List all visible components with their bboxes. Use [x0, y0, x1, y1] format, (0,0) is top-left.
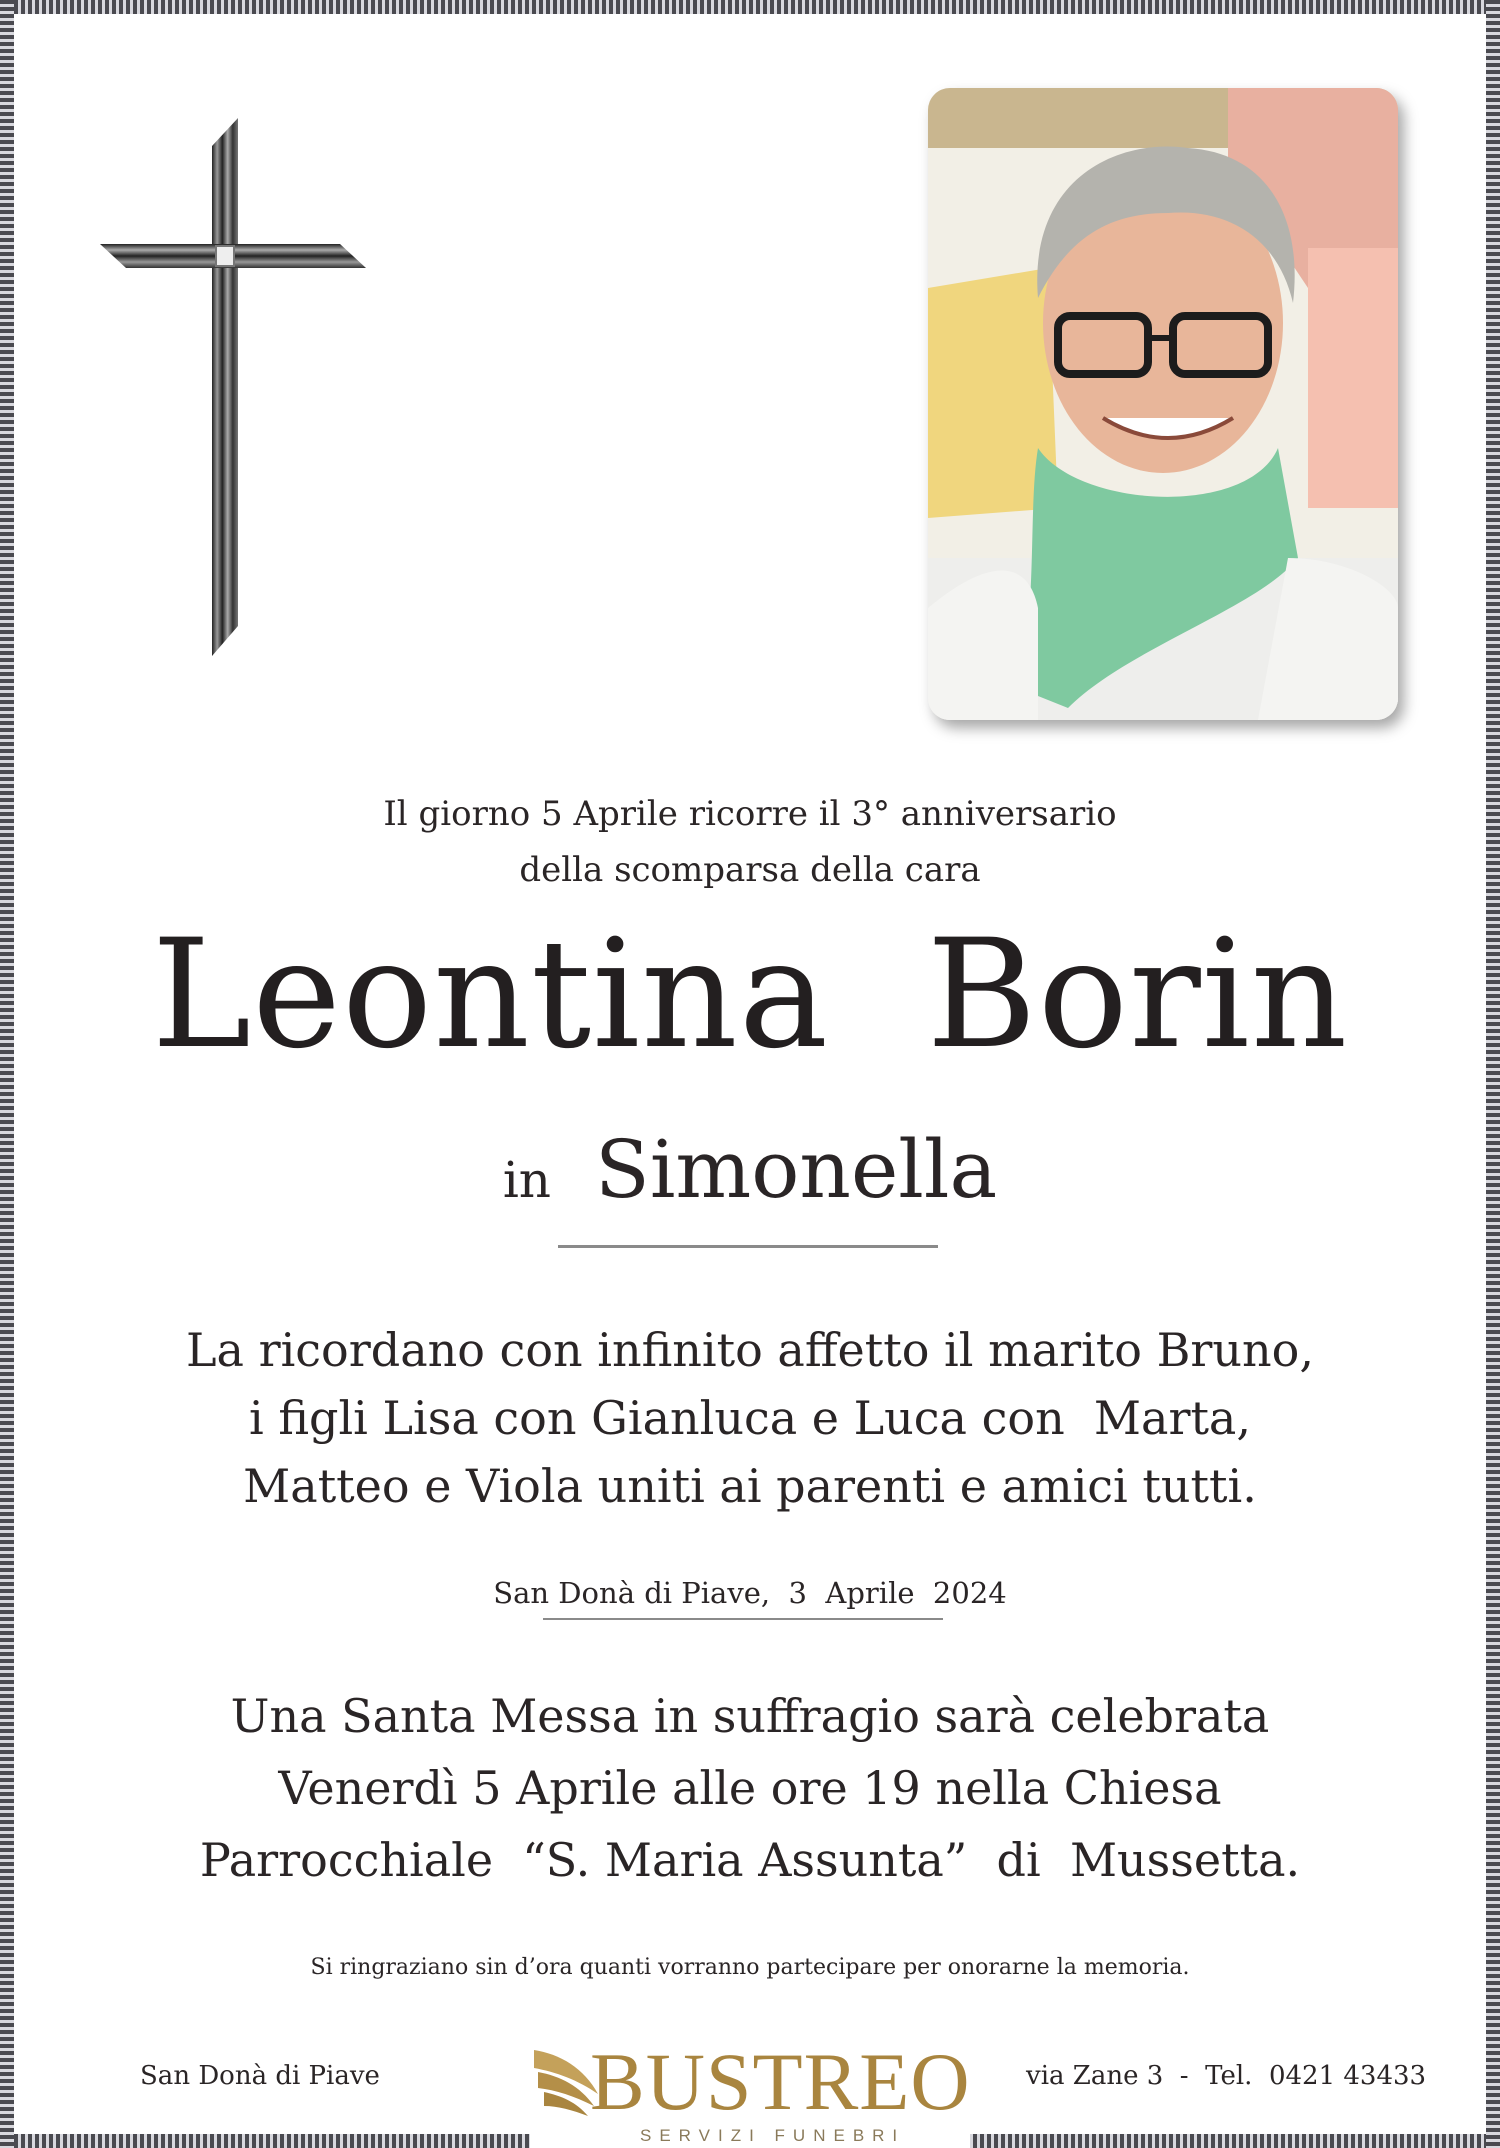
memory-line-2: i figli Lisa con Gianluca e Luca con Marta,	[249, 1391, 1251, 1445]
portrait-photo	[928, 88, 1398, 720]
married-surname: Simonella	[595, 1123, 998, 1216]
married-prefix: in	[502, 1151, 552, 1209]
married-name-line	[0, 1120, 1500, 1230]
mass-line-3: Parrocchiale “S. Maria Assunta” di Mussetta.	[199, 1833, 1301, 1887]
intro-line-2: della scomparsa della cara	[519, 850, 981, 890]
place-date: San Donà di Piave, 3 Aprile 2024	[493, 1576, 1007, 1610]
border-top	[0, 0, 1500, 14]
cross-icon	[100, 118, 370, 658]
divider-rule	[558, 1245, 938, 1248]
memory-line-1: La ricordano con infinito affetto il marito Bruno,	[186, 1323, 1314, 1377]
footer-contact: via Zane 3 - Tel. 0421 43433	[1026, 2061, 1427, 2091]
mass-line-1: Una Santa Messa in suffragio sarà celebrata	[230, 1689, 1270, 1743]
footer-city: San Donà di Piave	[140, 2061, 380, 2091]
mass-line-2: Venerdì 5 Aprile alle ore 19 nella Chiesa	[278, 1761, 1222, 1815]
brand-logo	[530, 2030, 970, 2148]
brand-subtitle: SERVIZI FUNEBRI	[640, 2126, 906, 2145]
intro-line-1: Il giorno 5 Aprile ricorre il 3° anniversario	[383, 794, 1117, 834]
thanks-line: Si ringraziano sin d’ora quanti vorranno partecipare per onorarne la memoria.	[310, 1955, 1190, 1980]
brand-name: BUSTREO	[590, 2036, 971, 2127]
deceased-name: Leontina Borin	[151, 908, 1349, 1082]
date-underline	[543, 1618, 943, 1620]
memory-line-3: Matteo e Viola uniti ai parenti e amici tutti.	[243, 1459, 1257, 1513]
